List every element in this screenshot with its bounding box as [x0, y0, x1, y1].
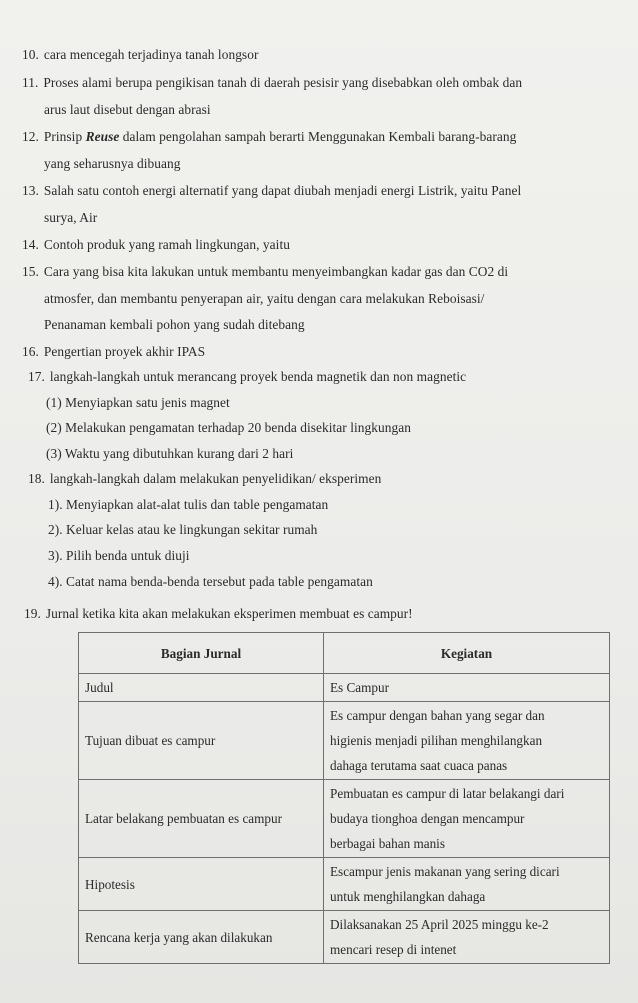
- row-activity: Dilaksanakan 25 April 2025 minggu ke-2 mencari resep di intenet: [324, 911, 610, 964]
- item-13-line-1: 13. Salah satu contoh energi alternatif yang dapat diubah menjadi energi Listrik, yaitu Panel: [22, 183, 522, 198]
- table-row: [79, 702, 610, 780]
- item-17-step: (1) Menyiapkan satu jenis magnet: [46, 395, 230, 410]
- item-17: 17. langkah-langkah untuk merancang proyek benda magnetik dan non magnetic: [28, 369, 467, 384]
- row-activity: Es campur dengan bahan yang segar dan higienis menjadi pilihan menghilangkan dahaga terutama saat cuaca panas: [324, 702, 610, 780]
- item-12-line-1: 12. Prinsip Reuse dalam pengolahan sampah berarti Menggunakan Kembali barang-barang: [22, 129, 517, 144]
- item-15-line-1: 15. Cara yang bisa kita lakukan untuk membantu menyeimbangkan kadar gas dan CO2 di: [22, 264, 509, 279]
- table-row: [79, 858, 610, 911]
- table-row: [79, 780, 610, 858]
- table-header-row: [79, 633, 610, 674]
- reuse-term: Reuse: [85, 129, 120, 144]
- item-11-line-1: 11. Proses alami berupa pengikisan tanah di daerah pesisir yang disebabkan oleh ombak dan: [22, 75, 523, 90]
- table-row: [79, 911, 610, 964]
- item-17-step: (2) Melakukan pengamatan terhadap 20 benda disekitar lingkungan: [46, 420, 411, 435]
- row-activity: Escampur jenis makanan yang sering dicari untuk menghilangkan dahaga: [324, 858, 610, 911]
- header-kegiatan: Kegiatan: [324, 633, 610, 674]
- row-part: Judul: [79, 674, 324, 702]
- item-16: 16. Pengertian proyek akhir IPAS: [22, 344, 206, 359]
- item-19: 19. Jurnal ketika kita akan melakukan eksperimen membuat es campur!: [24, 606, 413, 621]
- item-18: 18. langkah-langkah dalam melakukan penyelidikan/ eksperimen: [28, 471, 382, 486]
- header-bagian-jurnal: Bagian Jurnal: [79, 633, 324, 674]
- table-row: [79, 674, 610, 702]
- item-18-step: 4). Catat nama benda-benda tersebut pada table pengamatan: [48, 574, 373, 589]
- item-12-line-2: yang seharusnya dibuang: [44, 156, 181, 171]
- row-part: Hipotesis: [79, 858, 324, 911]
- journal-table: [78, 632, 610, 964]
- item-18-step: 2). Keluar kelas atau ke lingkungan sekitar rumah: [48, 522, 318, 537]
- item-11-line-2: arus laut disebut dengan abrasi: [44, 102, 211, 117]
- item-14: 14. Contoh produk yang ramah lingkungan, yaitu: [22, 237, 290, 252]
- row-part: Tujuan dibuat es campur: [79, 702, 324, 780]
- row-part: Latar belakang pembuatan es campur: [79, 780, 324, 858]
- item-17-step: (3) Waktu yang dibutuhkan kurang dari 2 hari: [46, 446, 294, 461]
- item-18-step: 3). Pilih benda untuk diuji: [48, 548, 190, 563]
- item-15-line-3: Penanaman kembali pohon yang sudah ditebang: [44, 317, 305, 332]
- item-10: 10. cara mencegah terjadinya tanah longsor: [22, 47, 259, 62]
- row-part: Rencana kerja yang akan dilakukan: [79, 911, 324, 964]
- item-18-step: 1). Menyiapkan alat-alat tulis dan table pengamatan: [48, 497, 329, 512]
- item-13-line-2: surya, Air: [44, 210, 98, 225]
- item-15-line-2: atmosfer, dan membantu penyerapan air, yaitu dengan cara melakukan Reboisasi/: [44, 291, 485, 306]
- row-activity: Pembuatan es campur di latar belakangi dari budaya tionghoa dengan mencampur berbagai bahan manis: [324, 780, 610, 858]
- row-activity: Es Campur: [324, 674, 610, 702]
